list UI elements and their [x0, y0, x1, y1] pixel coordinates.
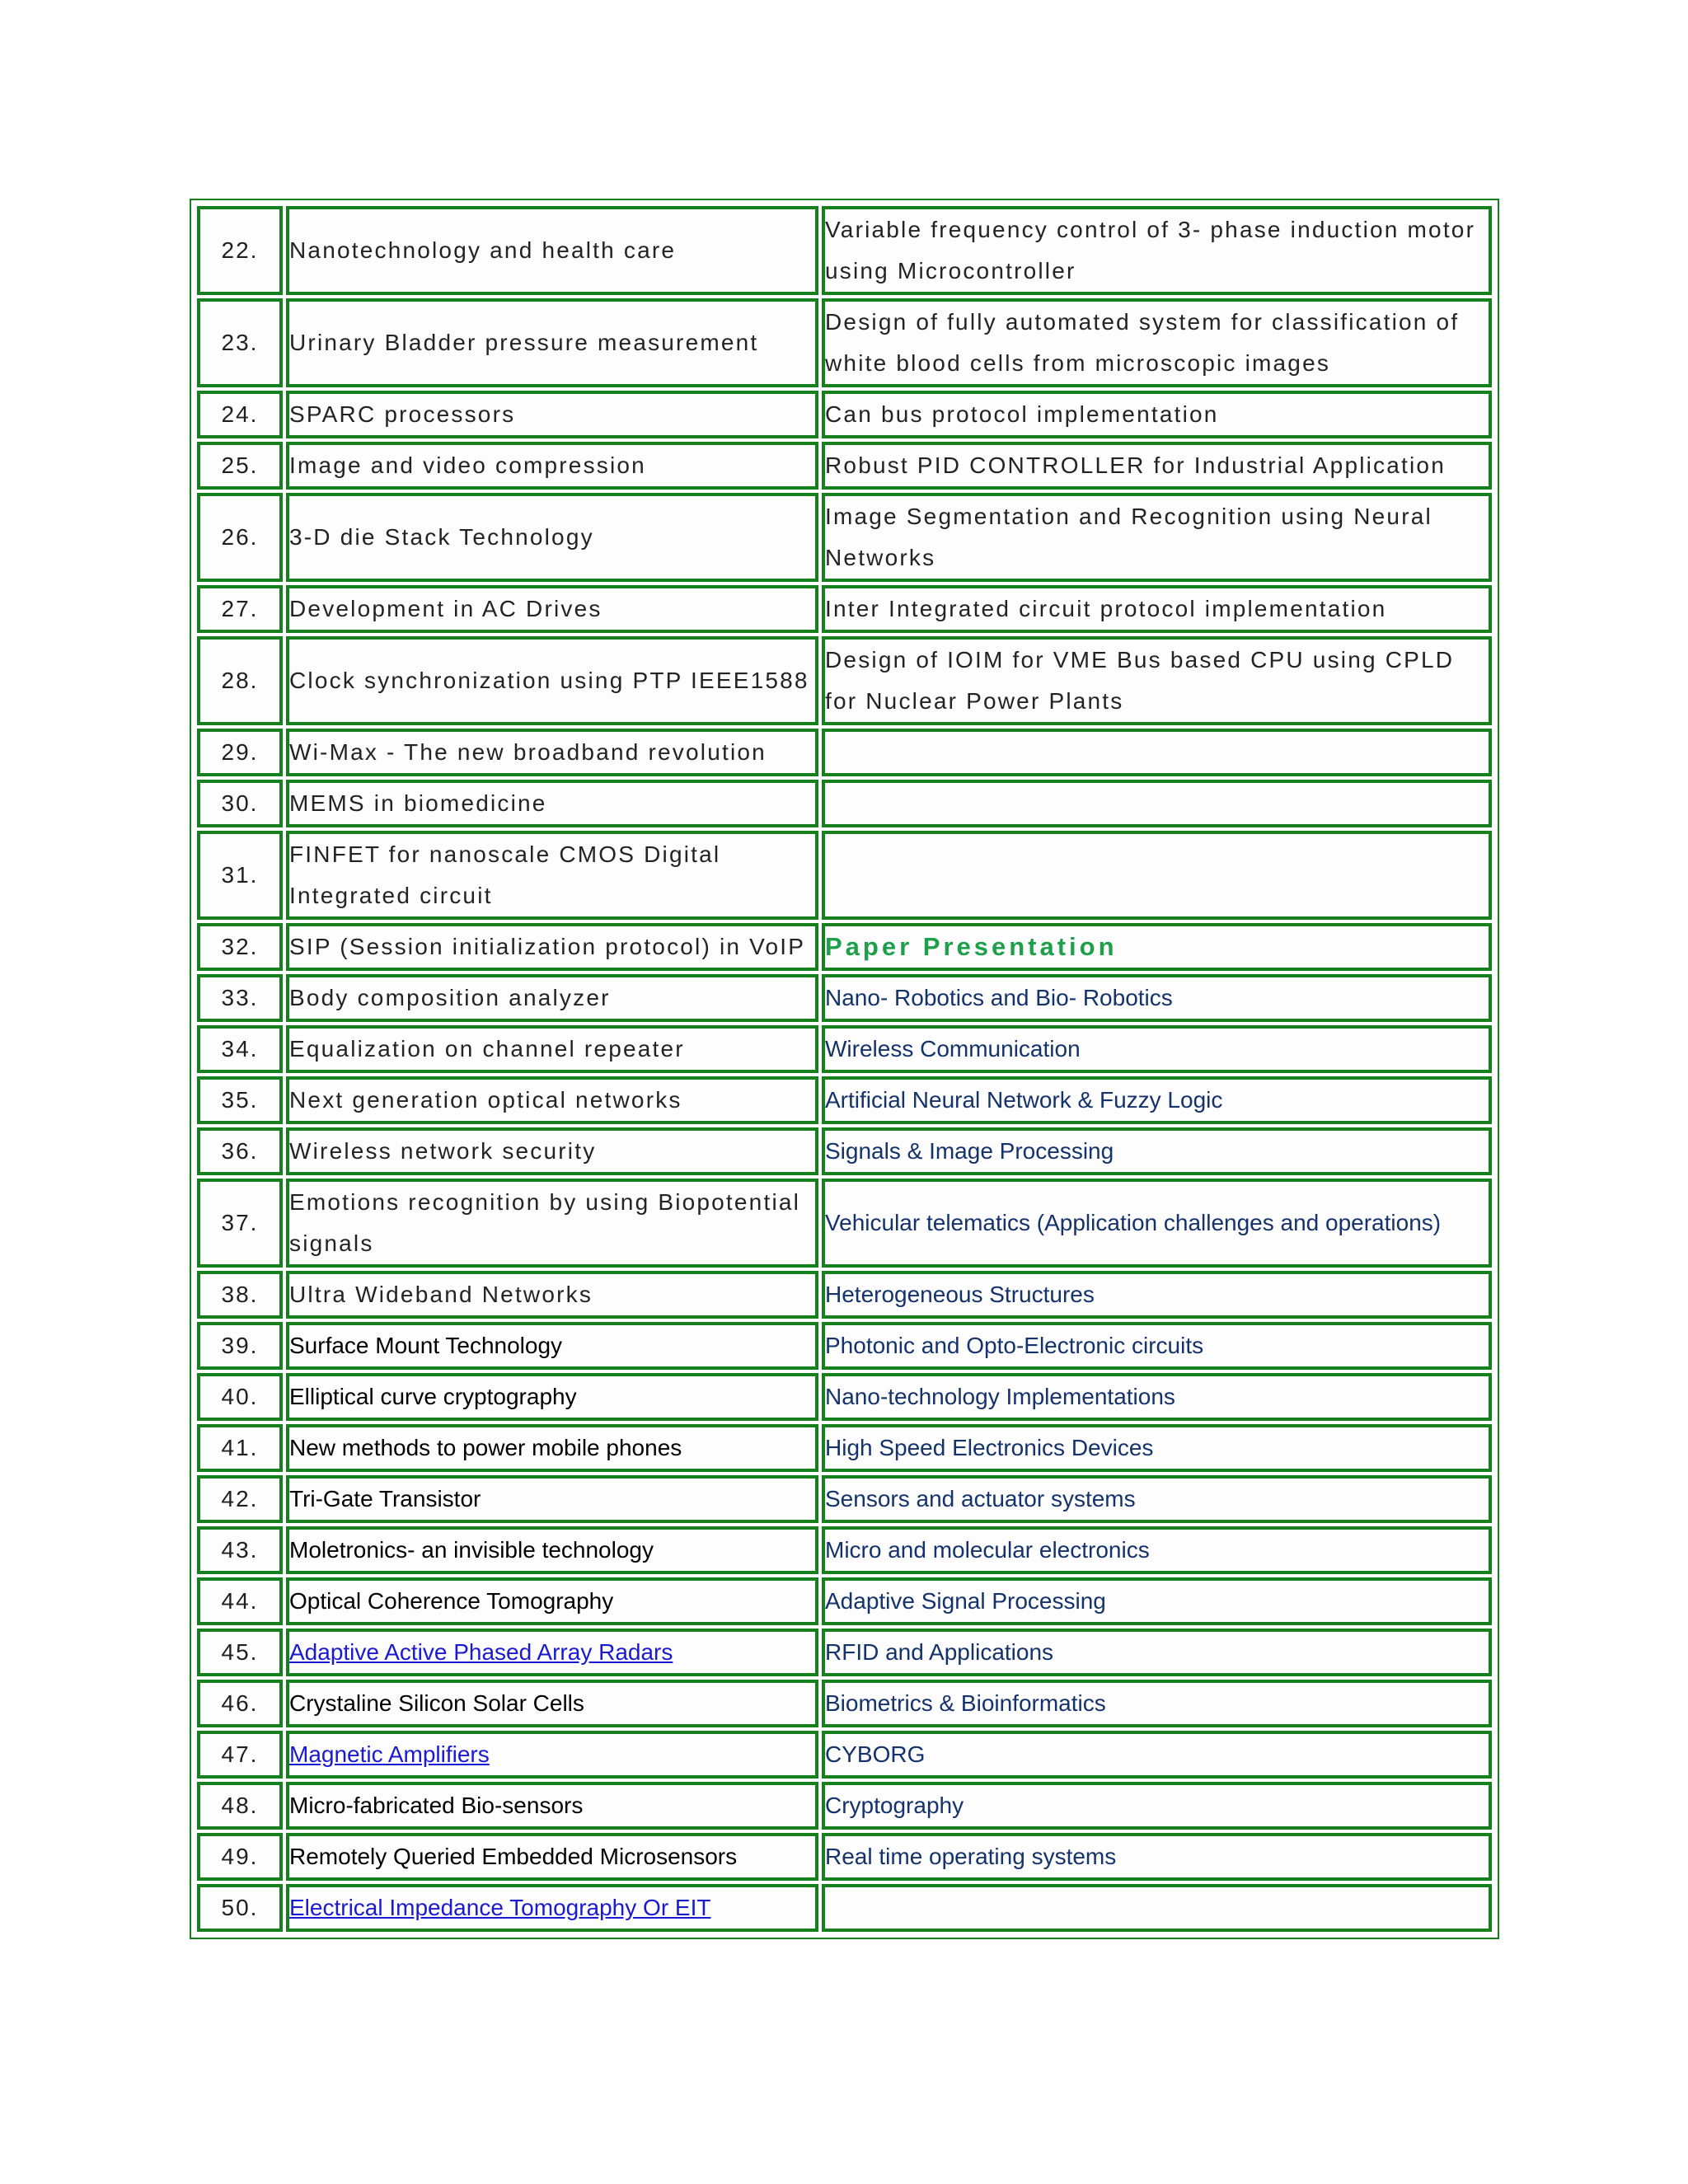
seminar-topic-cell — [286, 1782, 818, 1830]
row-number: 46. — [197, 1680, 283, 1727]
row-number: 43. — [197, 1526, 283, 1574]
project-topic-cell — [822, 206, 1492, 295]
project-topic-text: Inter Integrated circuit protocol implementation — [825, 596, 1387, 621]
project-topic-text: Design of IOIM for VME Bus based CPU using CPLD for Nuclear Power Plants — [825, 647, 1455, 714]
row-number: 22. — [197, 206, 283, 295]
empty-cell-spacer — [825, 1887, 1489, 1929]
project-topic-cell — [822, 1526, 1492, 1574]
table-row — [197, 1577, 1492, 1625]
seminar-topic-text: Micro-fabricated Bio-sensors — [289, 1793, 584, 1818]
table-row — [197, 1373, 1492, 1421]
table-row — [197, 1526, 1492, 1574]
seminar-topic-text: 3-D die Stack Technology — [289, 524, 594, 550]
seminar-topic-text: Surface Mount Technology — [289, 1333, 563, 1358]
seminar-topic-text: SPARC processors — [289, 401, 516, 427]
table-row — [197, 1076, 1492, 1124]
seminar-topic-cell — [286, 636, 818, 725]
project-topic-text: Design of fully automated system for classification of white blood cells from microscopic images — [825, 309, 1460, 376]
project-topic-text: Micro and molecular electronics — [825, 1537, 1150, 1563]
seminar-topic-text: MEMS in biomedicine — [289, 790, 547, 816]
row-number: 29. — [197, 729, 283, 776]
row-number: 30. — [197, 780, 283, 827]
row-number: 41. — [197, 1424, 283, 1472]
project-topic-cell — [822, 1629, 1492, 1676]
project-topic-cell — [822, 1179, 1492, 1268]
row-number: 40. — [197, 1373, 283, 1421]
seminar-topic-text: Remotely Queried Embedded Microsensors — [289, 1844, 738, 1869]
project-topic-text: CYBORG — [825, 1741, 926, 1767]
topics-table-body — [197, 206, 1492, 1932]
row-number: 28. — [197, 636, 283, 725]
row-number: 31. — [197, 831, 283, 920]
seminar-topic-text: FINFET for nanoscale CMOS Digital Integrated circuit — [289, 841, 721, 908]
seminar-topic-text: SIP (Session initialization protocol) in VoIP — [289, 934, 806, 959]
row-number: 48. — [197, 1782, 283, 1830]
seminar-topic-text: Next generation optical networks — [289, 1087, 682, 1113]
project-topic-text: Biometrics & Bioinformatics — [825, 1690, 1106, 1716]
row-number: 45. — [197, 1629, 283, 1676]
table-row — [197, 1833, 1492, 1881]
seminar-topic-cell — [286, 974, 818, 1022]
seminar-topic-cell — [286, 1526, 818, 1574]
row-number: 23. — [197, 298, 283, 387]
row-number: 42. — [197, 1475, 283, 1523]
project-topic-cell — [822, 493, 1492, 582]
seminar-topic-text: Wi-Max - The new broadband revolution — [289, 739, 767, 765]
table-row — [197, 1731, 1492, 1779]
seminar-topic-cell — [286, 1076, 818, 1124]
project-topic-text: Can bus protocol implementation — [825, 401, 1219, 427]
project-topic-cell — [822, 1373, 1492, 1421]
project-topic-cell — [822, 1127, 1492, 1175]
table-row — [197, 1179, 1492, 1268]
project-topic-text: Heterogeneous Structures — [825, 1282, 1095, 1307]
seminar-topic-text: Elliptical curve cryptography — [289, 1384, 577, 1409]
table-row — [197, 1884, 1492, 1932]
seminar-topic-text: Emotions recognition by using Biopotential signals — [289, 1189, 801, 1256]
project-topic-cell — [822, 636, 1492, 725]
table-row — [197, 298, 1492, 387]
project-topic-text: High Speed Electronics Devices — [825, 1435, 1154, 1460]
project-topic-text: Wireless Communication — [825, 1036, 1081, 1062]
project-topic-text: Nano-technology Implementations — [825, 1384, 1175, 1409]
project-topic-cell — [822, 1475, 1492, 1523]
project-topic-text: Real time operating systems — [825, 1844, 1117, 1869]
seminar-topic-cell — [286, 493, 818, 582]
seminar-topic-cell — [286, 1424, 818, 1472]
row-number: 26. — [197, 493, 283, 582]
topics-table-frame — [190, 199, 1499, 1939]
row-number: 39. — [197, 1322, 283, 1370]
row-number: 24. — [197, 391, 283, 438]
project-topic-text: RFID and Applications — [825, 1639, 1054, 1665]
seminar-topic-cell — [286, 831, 818, 920]
seminar-topic-text: Moletronics- an invisible technology — [289, 1537, 654, 1563]
table-row — [197, 1629, 1492, 1676]
row-number: 34. — [197, 1025, 283, 1073]
row-number: 37. — [197, 1179, 283, 1268]
table-row — [197, 780, 1492, 827]
table-row — [197, 1025, 1492, 1073]
seminar-topic-cell — [286, 585, 818, 633]
project-topic-cell — [822, 1680, 1492, 1727]
seminar-topic-cell — [286, 1127, 818, 1175]
seminar-topic-text: Body composition analyzer — [289, 985, 611, 1010]
seminar-topic-text: Urinary Bladder pressure measurement — [289, 330, 759, 355]
table-row — [197, 1782, 1492, 1830]
project-topic-text: Variable frequency control of 3- phase induction motor using Microcontroller — [825, 217, 1476, 284]
seminar-topic-cell — [286, 1025, 818, 1073]
project-topic-cell — [822, 729, 1492, 776]
seminar-topic-text: Clock synchronization using PTP IEEE1588 — [289, 668, 809, 693]
project-topic-text: Sensors and actuator systems — [825, 1486, 1136, 1511]
project-topic-cell — [822, 1271, 1492, 1319]
row-number: 49. — [197, 1833, 283, 1881]
project-topic-cell — [822, 1577, 1492, 1625]
table-row — [197, 1322, 1492, 1370]
seminar-topic-cell — [286, 391, 818, 438]
seminar-topic-cell — [286, 1680, 818, 1727]
row-number: 27. — [197, 585, 283, 633]
project-topic-text: Signals & Image Processing — [825, 1138, 1114, 1164]
table-row — [197, 391, 1492, 438]
table-row — [197, 206, 1492, 295]
seminar-topic-cell — [286, 1475, 818, 1523]
empty-cell-spacer — [825, 732, 1489, 773]
project-topic-text: Adaptive Signal Processing — [825, 1588, 1106, 1614]
section-heading: Paper Presentation — [825, 932, 1118, 961]
project-topic-cell — [822, 1782, 1492, 1830]
seminar-topic-cell — [286, 1322, 818, 1370]
seminar-topic-cell — [286, 1884, 818, 1932]
project-topic-cell — [822, 1884, 1492, 1932]
project-topic-cell — [822, 1025, 1492, 1073]
seminar-topic-cell — [286, 1833, 818, 1881]
project-topic-cell — [822, 442, 1492, 490]
seminar-topic-cell — [286, 729, 818, 776]
seminar-topic-cell — [286, 442, 818, 490]
seminar-topic-text: Nanotechnology and health care — [289, 237, 677, 263]
seminar-topic-text: Crystaline Silicon Solar Cells — [289, 1690, 584, 1716]
seminar-topic-cell — [286, 1179, 818, 1268]
seminar-topic-cell — [286, 1577, 818, 1625]
seminar-topic-text: Optical Coherence Tomography — [289, 1588, 614, 1614]
row-number: 33. — [197, 974, 283, 1022]
seminar-topic-cell — [286, 1373, 818, 1421]
row-number: 50. — [197, 1884, 283, 1932]
seminar-topic-cell — [286, 206, 818, 295]
project-topic-cell — [822, 585, 1492, 633]
seminar-topic-cell — [286, 923, 818, 971]
seminar-topic-text: Wireless network security — [289, 1138, 597, 1164]
project-topic-text: Nano- Robotics and Bio- Robotics — [825, 985, 1173, 1010]
table-row — [197, 923, 1492, 971]
empty-cell-spacer — [825, 783, 1489, 824]
seminar-topic-text: Equalization on channel repeater — [289, 1036, 685, 1062]
topic-link[interactable]: Electrical Impedance Tomography Or EIT — [289, 1895, 711, 1920]
project-topic-text: Photonic and Opto-Electronic circuits — [825, 1333, 1204, 1358]
seminar-topic-cell — [286, 1271, 818, 1319]
seminar-topic-text: Tri-Gate Transistor — [289, 1486, 481, 1511]
row-number: 47. — [197, 1731, 283, 1779]
seminar-topic-text: Development in AC Drives — [289, 596, 603, 621]
project-topic-cell — [822, 298, 1492, 387]
row-number: 35. — [197, 1076, 283, 1124]
topic-link[interactable]: Adaptive Active Phased Array Radars — [289, 1639, 673, 1665]
project-topic-text: Image Segmentation and Recognition using Neural Networks — [825, 504, 1432, 570]
row-number: 36. — [197, 1127, 283, 1175]
project-topic-text: Vehicular telematics (Application challenges and operations) — [825, 1210, 1442, 1235]
project-topic-text: Artificial Neural Network & Fuzzy Logic — [825, 1087, 1223, 1113]
project-topic-cell — [822, 923, 1492, 971]
project-topic-cell — [822, 391, 1492, 438]
seminar-topic-cell — [286, 780, 818, 827]
project-topic-cell — [822, 1322, 1492, 1370]
topic-link[interactable]: Magnetic Amplifiers — [289, 1741, 490, 1767]
seminar-topic-text: Ultra Wideband Networks — [289, 1282, 593, 1307]
empty-cell-spacer — [825, 855, 1489, 896]
project-topic-text: Cryptography — [825, 1793, 964, 1818]
project-topic-text: Robust PID CONTROLLER for Industrial Application — [825, 452, 1446, 478]
table-row — [197, 729, 1492, 776]
table-row — [197, 1475, 1492, 1523]
seminar-topic-cell — [286, 1731, 818, 1779]
seminar-topic-text: Image and video compression — [289, 452, 646, 478]
row-number: 32. — [197, 923, 283, 971]
project-topic-cell — [822, 831, 1492, 920]
table-row — [197, 831, 1492, 920]
project-topic-cell — [822, 1833, 1492, 1881]
seminar-topic-cell — [286, 1629, 818, 1676]
table-row — [197, 1271, 1492, 1319]
project-topic-cell — [822, 1076, 1492, 1124]
seminar-topic-cell — [286, 298, 818, 387]
row-number: 44. — [197, 1577, 283, 1625]
project-topic-cell — [822, 974, 1492, 1022]
project-topic-cell — [822, 1731, 1492, 1779]
table-row — [197, 974, 1492, 1022]
table-row — [197, 636, 1492, 725]
table-row — [197, 1127, 1492, 1175]
table-row — [197, 493, 1492, 582]
row-number: 25. — [197, 442, 283, 490]
table-row — [197, 585, 1492, 633]
table-row — [197, 1424, 1492, 1472]
row-number: 38. — [197, 1271, 283, 1319]
table-row — [197, 442, 1492, 490]
seminar-topic-text: New methods to power mobile phones — [289, 1435, 682, 1460]
project-topic-cell — [822, 1424, 1492, 1472]
table-row — [197, 1680, 1492, 1727]
topics-table — [194, 203, 1495, 1935]
project-topic-cell — [822, 780, 1492, 827]
